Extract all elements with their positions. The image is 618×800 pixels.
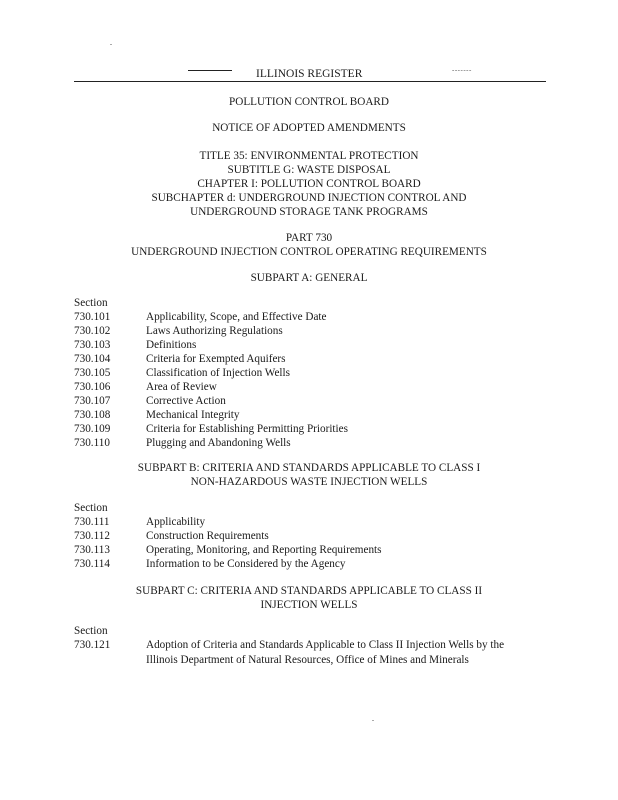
chapter-heading: CHAPTER I: POLLUTION CONTROL BOARD [197,178,421,190]
section-number: 730.106 [74,381,111,393]
section-number: 730.110 [74,437,110,449]
subpart-a-title: SUBPART A: GENERAL [250,272,368,284]
section-title: Information to be Considered by the Agency [146,558,346,570]
section-number: 730.101 [74,311,111,323]
subpart-c-title-line2: INJECTION WELLS [260,599,358,611]
section-title: Criteria for Establishing Permitting Priorities [146,423,348,435]
register-title: ILLINOIS REGISTER [256,68,363,80]
subpart-b-title-line2: NON-HAZARDOUS WASTE INJECTION WELLS [190,476,428,488]
part-number: PART 730 [285,232,333,244]
scan-speck [110,44,112,45]
section-number: 730.102 [74,325,111,337]
section-number: 730.104 [74,353,111,365]
section-title: Criteria for Exempted Aquifers [146,353,286,365]
subpart-a-section-label: Section [74,297,108,309]
section-title: Corrective Action [146,395,226,407]
subpart-c-section-label: Section [74,625,108,637]
section-title: Area of Review [146,381,217,393]
header-rule [74,81,546,82]
section-title: Adoption of Criteria and Standards Applicable to Class II Injection Wells by the Illinois Department of Natural Resources, Office of Mines and Minerals [146,639,505,666]
section-number: 730.108 [74,409,111,421]
section-title: Mechanical Integrity [146,409,240,421]
section-number: 730.103 [74,339,111,351]
header-left-tick [188,70,232,71]
section-number: 730.107 [74,395,111,407]
subpart-c-title-line1: SUBPART C: CRITERIA AND STANDARDS APPLICABLE TO CLASS II [135,585,483,597]
section-title: Applicability, Scope, and Effective Date [146,311,327,323]
notice-title: NOTICE OF ADOPTED AMENDMENTS [212,122,406,134]
part-title: UNDERGROUND INJECTION CONTROL OPERATING REQUIREMENTS [131,246,487,258]
subpart-b-title-line1: SUBPART B: CRITERIA AND STANDARDS APPLICABLE TO CLASS I [137,462,481,474]
section-title: Construction Requirements [146,530,269,542]
section-number: 730.105 [74,367,111,379]
section-title: Laws Authorizing Regulations [146,325,283,337]
section-title: Applicability [146,516,206,528]
scan-speck [372,720,374,721]
subtitle-heading: SUBTITLE G: WASTE DISPOSAL [227,164,391,176]
section-number: 730.111 [74,516,110,528]
page-marker: ------- [452,66,472,74]
section-title: Definitions [146,339,197,351]
subchapter-heading-line1: SUBCHAPTER d: UNDERGROUND INJECTION CONTROL AND [151,192,467,204]
section-number: 730.113 [74,544,110,556]
section-title: Plugging and Abandoning Wells [146,437,291,449]
section-number: 730.121 [74,639,111,651]
title-heading: TITLE 35: ENVIRONMENTAL PROTECTION [199,150,419,162]
subchapter-heading-line2: UNDERGROUND STORAGE TANK PROGRAMS [190,206,428,218]
section-title: Operating, Monitoring, and Reporting Requirements [146,544,382,556]
board-name: POLLUTION CONTROL BOARD [229,96,389,108]
section-title: Classification of Injection Wells [146,367,290,379]
section-number: 730.112 [74,530,110,542]
section-number: 730.109 [74,423,111,435]
section-number: 730.114 [74,558,110,570]
subpart-b-section-label: Section [74,502,108,514]
